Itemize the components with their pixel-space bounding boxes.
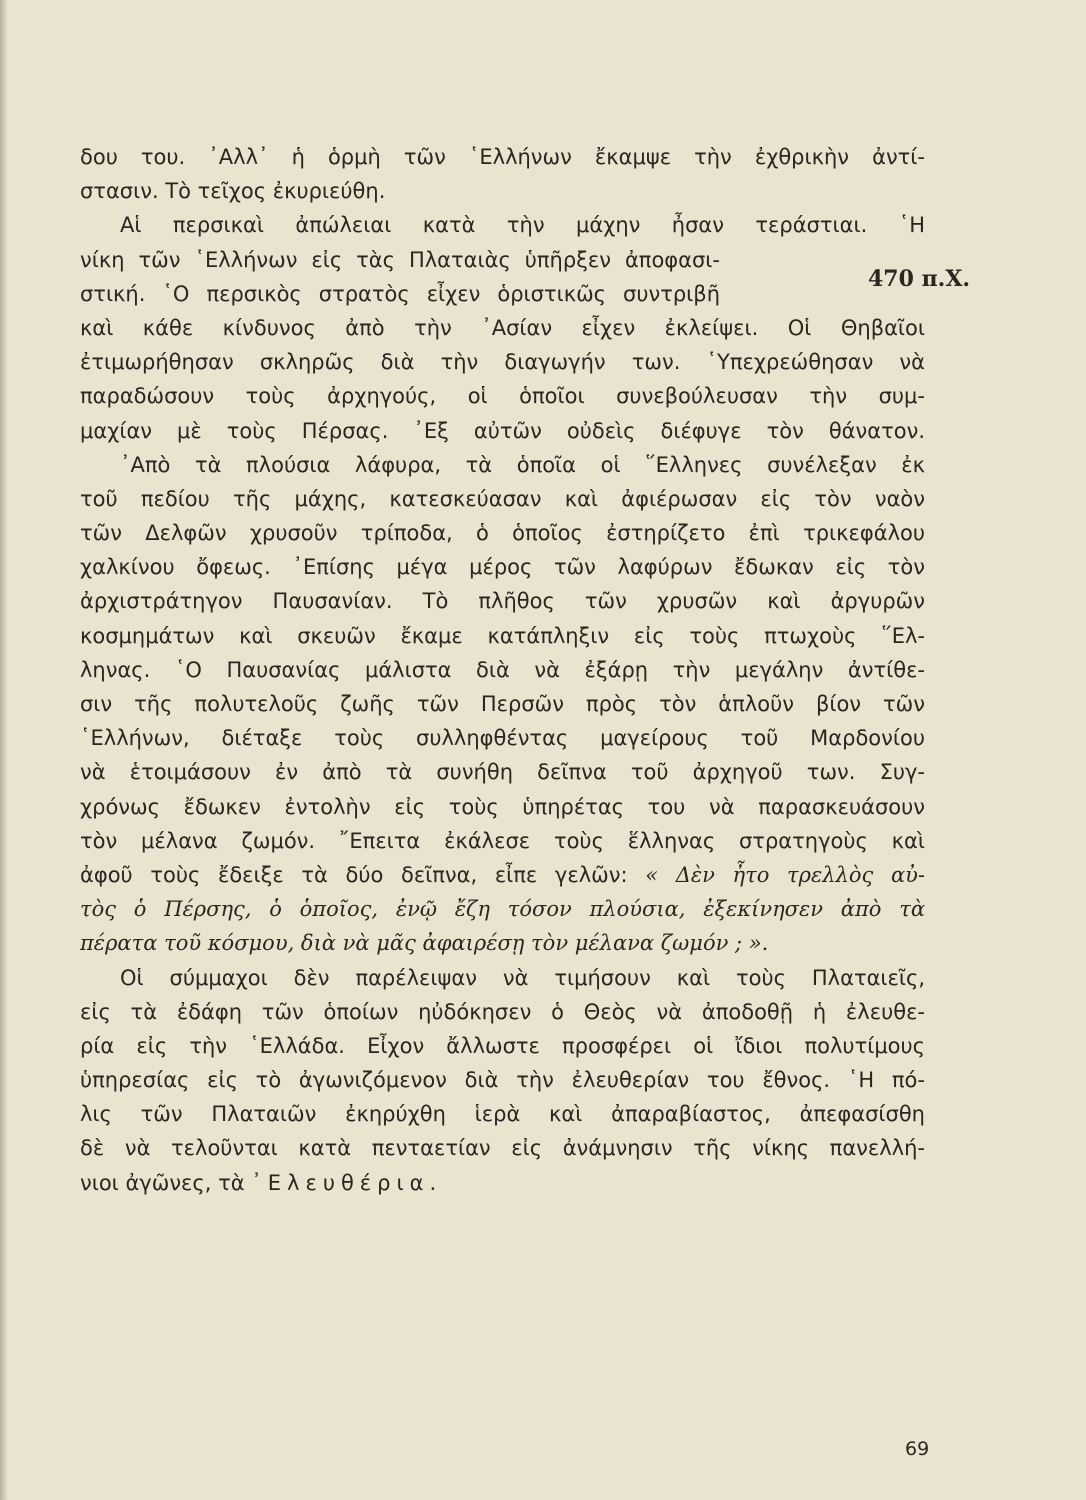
quote-start: « Δὲν ἦτο τρελλὸς αὐ- [645,862,925,887]
text-line [80,1166,925,1200]
text-line: Αἱ περσικαὶ ἀπώλειαι κατὰ τὴν μάχην ἦσαν τεράστιαι. ῾Η [120,213,925,238]
text-line: ληνας. ῾Ο Παυσανίας μάλιστα διὰ νὰ ἐξάρῃ τὴν μεγάλην ἀντίθε- [80,657,925,682]
text-line-start: ἀφοῦ τοὺς ἔδειξε τὰ δύο δεῖπνα, εἶπε γελῶν: [80,862,628,887]
text-line: ἀρχιστράτηγον Παυσανίαν. Τὸ πλῆθος τῶν χρυσῶν καὶ ἀργυρῶν [80,589,925,614]
text-line: στασιν. Τὸ τεῖχος ἐκυριεύθη. [80,179,386,204]
text-line: Οἱ σύμμαχοι δὲν παρέλειψαν νὰ τιμήσουν καὶ τοὺς Πλαταιεῖς, [120,965,925,990]
text-line: τῶν Δελφῶν χρυσοῦν τρίποδα, ὁ ὁποῖος ἐστηρίζετο ἐπὶ τρικεφάλου [80,521,925,546]
text-line: ῾Ελλήνων, διέταξε τοὺς συλληφθέντας μαγείρους τοῦ Μαρδονίου [80,726,925,751]
text-line-start: νιοι ἀγῶνες, τὰ [80,1170,245,1195]
text-line: τὸν μέλανα ζωμόν. ῎Επειτα ἐκάλεσε τοὺς ἕλληνας στρατηγοὺς καὶ [80,828,925,853]
text-line: ὑπηρεσίας εἰς τὸ ἀγωνιζόμενον διὰ τὴν ἐλευθερίαν του ἔθνος. ῾Η πό- [80,1068,925,1093]
text-line: ἐτιμωρήθησαν σκληρῶς διὰ τὴν διαγωγήν των. ῾Υπεχρεώθησαν νὰ [80,350,925,375]
text-line: χρόνως ἔδωκεν ἐντολὴν εἰς τοὺς ὑπηρέτας του νὰ παρασκευάσουν [80,794,925,819]
quote-line: τὸς ὁ Πέρσης, ὁ ὁποῖος, ἐνῷ ἔζη τόσον πλούσια, ἐξεκίνησεν ἀπὸ τὰ [80,897,925,922]
body-text [80,140,925,1200]
festival-name: ᾿Ελευθέρια. [251,1170,443,1195]
text-line: σιν τῆς πολυτελοῦς ζωῆς τῶν Περσῶν πρὸς τὸν ἁπλοῦν βίον τῶν [80,692,925,716]
text-line: ᾿Απὸ τὰ πλούσια λάφυρα, τὰ ὁποῖα οἱ ῞Ελληνες συνέλεξαν ἐκ [120,452,925,477]
text-line: δου του. ᾿Αλλ᾿ ἡ ὁρμὴ τῶν ῾Ελλήνων ἔκαμψε τὴν ἐχθρικὴν ἀντί- [80,145,925,169]
text-line: δὲ νὰ τελοῦνται κατὰ πενταετίαν εἰς ἀνάμνησιν τῆς νίκης πανελλή- [80,1136,925,1161]
text-line: ρία εἰς τὴν ῾Ελλάδα. Εἶχον ἄλλωστε προσφέρει οἱ ἴδιοι πολυτίμους [80,1033,925,1058]
text-line: παραδώσουν τοὺς ἀρχηγούς, οἱ ὁποῖοι συνεβούλευσαν τὴν συμ- [80,384,925,409]
text-line: νίκη τῶν ῾Ελλήνων εἰς τὰς Πλαταιὰς ὑπῆρξεν ἀποφασι- [80,247,720,272]
text-line: στική. ῾Ο περσικὸς στρατὸς εἶχεν ὁριστικῶς συντριβῆ [80,281,720,306]
text-line: χαλκίνου ὄφεως. ᾿Επίσης μέγα μέρος τῶν λαφύρων ἔδωκαν εἰς τὸν [80,555,925,580]
text-line: λις τῶν Πλαταιῶν ἐκηρύχθη ἱερὰ καὶ ἀπαραβίαστος, ἀπεφασίσθη [80,1102,925,1127]
text-line: νὰ ἑτοιμάσουν ἐν ἀπὸ τὰ συνήθη δεῖπνα τοῦ ἀρχηγοῦ των. Συγ- [80,760,925,785]
text-line: καὶ κάθε κίνδυνος ἀπὸ τὴν ᾿Ασίαν εἶχεν ἐκλείψει. Οἱ Θηβαῖοι [80,315,925,340]
margin-date-note: 470 π.Χ. [858,266,970,292]
text-line: κοσμημάτων καὶ σκευῶν ἔκαμε κατάπληξιν εἰς τοὺς πτωχοὺς ῞Ελ- [80,623,925,648]
page-number: 69 [905,1438,930,1460]
quote-line: πέρατα τοῦ κόσμου, διὰ νὰ μᾶς ἀφαιρέσῃ τὸν μέλανα ζωμόν ; ». [80,931,769,956]
text-line [80,858,925,892]
page-binding-edge [0,0,8,1500]
text-line: μαχίαν μὲ τοὺς Πέρσας. ᾿Εξ αὐτῶν οὐδεὶς διέφυγε τὸν θάνατον. [80,418,925,443]
text-line: τοῦ πεδίου τῆς μάχης, κατεσκεύασαν καὶ ἀφιέρωσαν εἰς τὸν ναὸν [80,486,925,511]
text-line: εἰς τὰ ἐδάφη τῶν ὁποίων ηὐδόκησεν ὁ Θεὸς νὰ ἀποδοθῇ ἡ ἐλευθε- [80,999,925,1024]
